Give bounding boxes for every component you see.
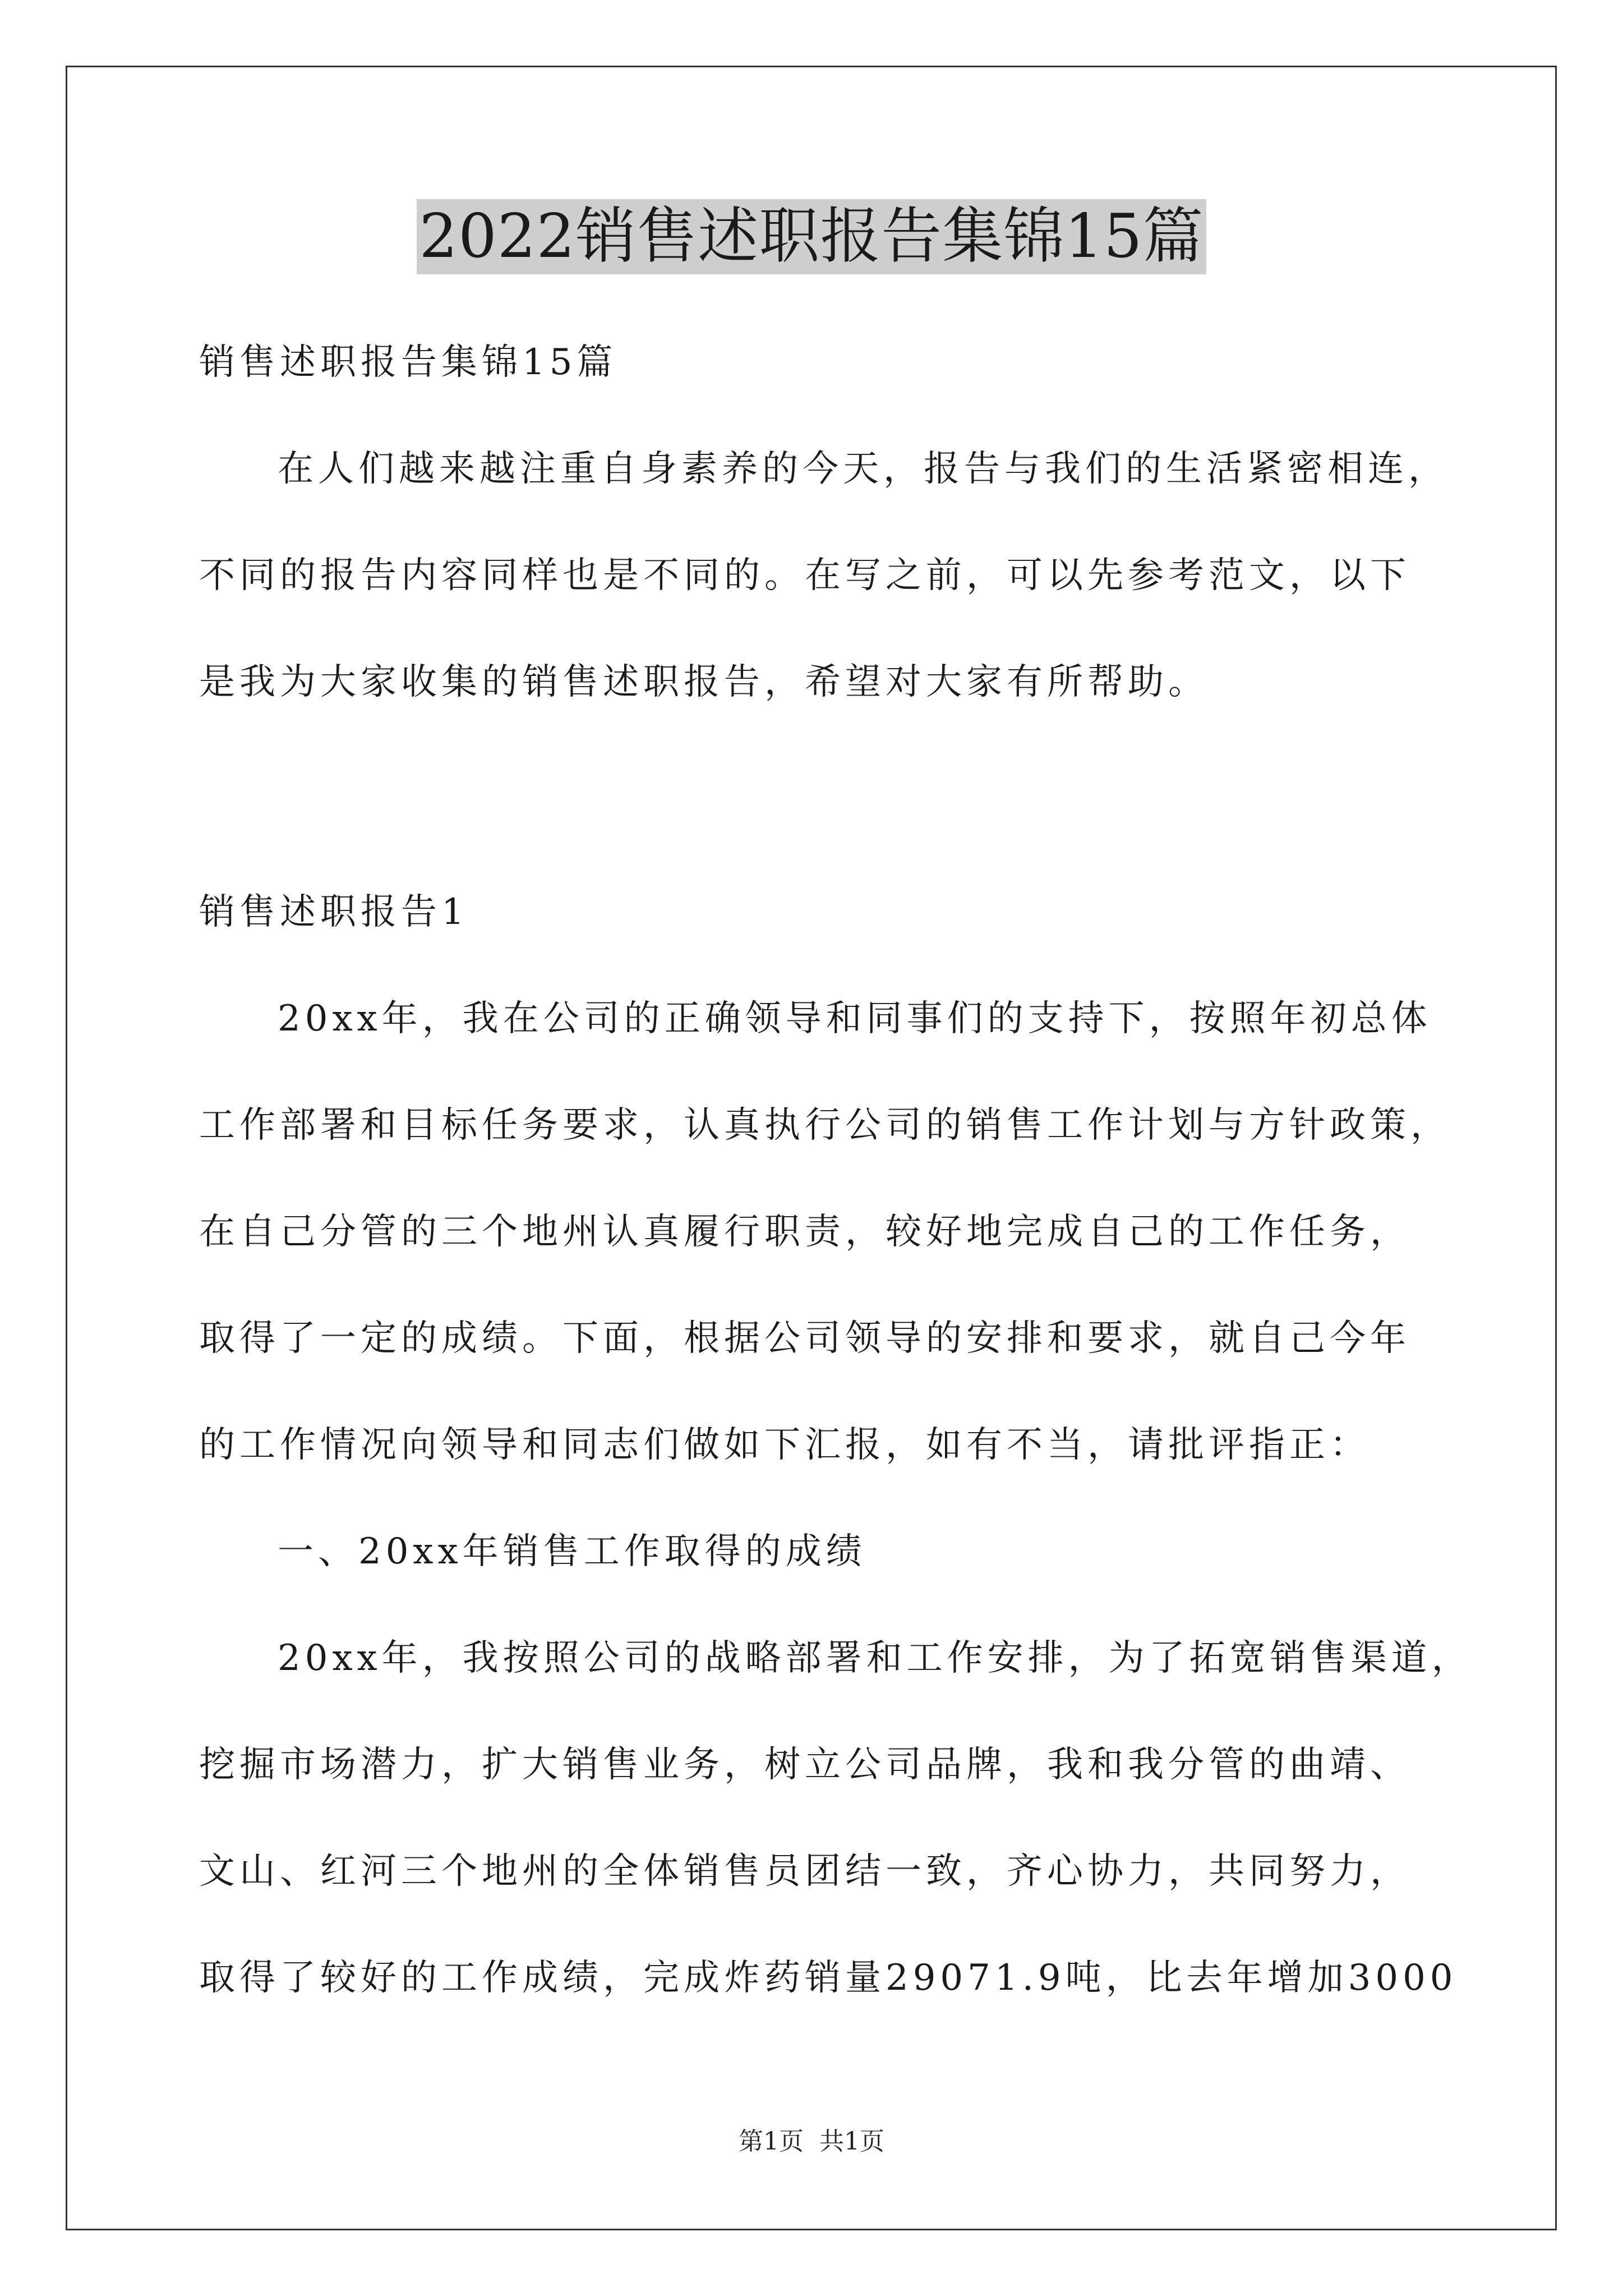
paragraph-line: 取得了一定的成绩。下面，根据公司领导的安排和要求，就自己今年: [199, 1318, 1410, 1359]
paragraph-line: 文山、红河三个地州的全体销售员团结一致，齐心协力，共同努力，: [199, 1851, 1410, 1892]
paragraph-line: 的工作情况向领导和同志们做如下汇报，如有不当，请批评指正：: [199, 1424, 1370, 1466]
intro-line: 是我为大家收集的销售述职报告，希望对大家有所帮助。: [199, 661, 1209, 703]
subheading: 一、20xx年销售工作取得的成绩: [278, 1531, 866, 1572]
document-title: 2022销售述职报告集锦15篇: [417, 199, 1206, 274]
paragraph-line: 工作部署和目标任务要求，认真执行公司的销售工作计划与方针政策，: [199, 1105, 1451, 1146]
paragraph-line: 20xx年，我按照公司的战略部署和工作安排，为了拓宽销售渠道，: [278, 1637, 1472, 1679]
intro-line: 不同的报告内容同样也是不同的。在写之前，可以先参考范文，以下: [199, 555, 1410, 596]
document-subtitle: 销售述职报告集锦15篇: [199, 342, 617, 383]
title-wrap: [0, 199, 1623, 274]
intro-line: 在人们越来越注重自身素养的今天，报告与我们的生活紧密相连，: [278, 448, 1449, 490]
section-heading: 销售述职报告1: [199, 891, 469, 933]
page-footer: [0, 2126, 1623, 2157]
page-border: [66, 66, 1557, 2230]
page-number: 第1页: [739, 2127, 804, 2156]
paragraph-line: 20xx年，我在公司的正确领导和同事们的支持下，按照年初总体: [278, 998, 1432, 1039]
paragraph-line: 在自己分管的三个地州认真履行职责，较好地完成自己的工作任务，: [199, 1211, 1410, 1253]
paragraph-line: 取得了较好的工作成绩，完成炸药销量29071.9吨，比去年增加3000: [199, 1957, 1458, 1999]
page-total: 共1页: [819, 2127, 884, 2156]
paragraph-line: 挖掘市场潜力，扩大销售业务，树立公司品牌，我和我分管的曲靖、: [199, 1744, 1410, 1786]
